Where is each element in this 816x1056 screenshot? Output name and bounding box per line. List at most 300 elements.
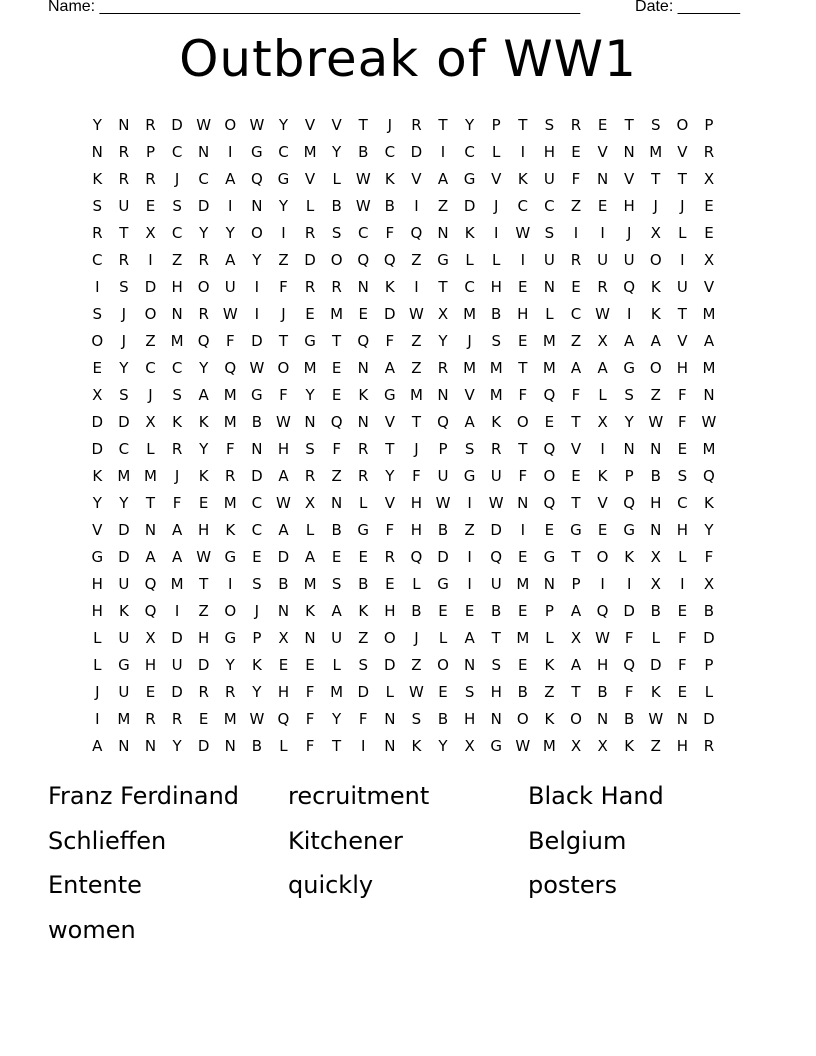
grid-letter: G xyxy=(490,737,503,755)
grid-letter: E xyxy=(597,521,608,539)
grid-letter: U xyxy=(118,629,130,647)
grid-letter: W xyxy=(355,197,371,215)
grid-letter: F xyxy=(385,521,395,539)
grid-letter: N xyxy=(198,143,210,161)
grid-letter: Y xyxy=(438,332,448,350)
grid-letter: S xyxy=(358,656,368,674)
grid-letter: D xyxy=(649,656,662,674)
grid-letter: G xyxy=(251,386,263,404)
grid-letter: U xyxy=(676,278,688,296)
grid-letter: P xyxy=(544,602,554,620)
grid-letter: W xyxy=(276,494,291,512)
grid-letter: S xyxy=(172,386,182,404)
grid-letter: L xyxy=(492,251,501,269)
grid-letter: L xyxy=(438,629,448,647)
grid-letter: M xyxy=(702,440,716,458)
grid-letter: I xyxy=(600,440,605,458)
grid-letter: O xyxy=(144,305,157,323)
grid-letter: N xyxy=(171,305,183,323)
grid-letter: F xyxy=(518,467,528,485)
grid-letter: D xyxy=(197,197,210,215)
grid-letter: V xyxy=(92,521,103,539)
grid-letter: Z xyxy=(411,359,422,377)
grid-letter: D xyxy=(623,602,635,620)
grid-letter: G xyxy=(463,170,476,188)
grid-letter: Z xyxy=(145,332,156,350)
grid-letter: J xyxy=(95,683,100,701)
grid-letter: K xyxy=(704,494,714,512)
grid-letter: L xyxy=(704,683,714,701)
grid-letter: Q xyxy=(543,440,556,458)
grid-letter: D xyxy=(384,305,396,323)
grid-letter: E xyxy=(331,386,342,404)
grid-letter: A xyxy=(171,521,183,539)
grid-letter: C xyxy=(357,224,369,242)
grid-letter: T xyxy=(145,494,156,512)
grid-letter: I xyxy=(174,602,180,620)
grid-letter: O xyxy=(596,548,609,566)
grid-letter: R xyxy=(304,224,316,242)
word-list-item: Kitchener xyxy=(288,826,403,855)
grid-letter: X xyxy=(145,224,156,242)
grid-letter: C xyxy=(145,359,156,377)
word-list-item: Franz Ferdinand xyxy=(48,782,240,810)
grid-letter: L xyxy=(651,629,660,647)
grid-letter: J xyxy=(281,305,286,323)
grid-letter: F xyxy=(518,386,528,404)
grid-letter: E xyxy=(438,602,448,620)
grid-letter: Q xyxy=(383,251,396,269)
grid-letter: A xyxy=(278,521,289,539)
grid-letter: E xyxy=(145,683,156,701)
grid-letter: I xyxy=(414,197,419,215)
grid-letter: F xyxy=(358,710,368,728)
grid-letter: W xyxy=(648,413,664,431)
grid-letter: X xyxy=(92,386,103,404)
grid-letter: M xyxy=(489,359,503,377)
grid-letter: S xyxy=(624,386,634,404)
grid-letter: T xyxy=(332,332,342,350)
grid-letter: N xyxy=(331,494,343,512)
grid-letter: Q xyxy=(596,602,609,620)
grid-letter: N xyxy=(224,737,236,755)
grid-letter: D xyxy=(171,683,183,701)
grid-letter: N xyxy=(543,278,555,296)
grid-letter: X xyxy=(145,629,156,647)
grid-letter: R xyxy=(92,224,103,242)
grid-letter: D xyxy=(197,656,210,674)
grid-letter: D xyxy=(144,278,157,296)
grid-letter: H xyxy=(198,629,210,647)
grid-letter: R xyxy=(703,143,715,161)
grid-letter: B xyxy=(331,197,342,215)
grid-letter: A xyxy=(570,656,582,674)
grid-letter: M xyxy=(463,305,477,323)
grid-letter: K xyxy=(624,737,635,755)
grid-letter: Z xyxy=(437,197,449,215)
grid-letter: Z xyxy=(570,197,582,215)
grid-letter: E xyxy=(198,710,209,728)
grid-letter: O xyxy=(197,278,210,296)
grid-letter: G xyxy=(623,359,635,377)
grid-letter: X xyxy=(703,170,715,188)
grid-letter: N xyxy=(650,440,662,458)
grid-letter: R xyxy=(570,116,582,134)
grid-letter: M xyxy=(170,332,184,350)
grid-letter: Z xyxy=(650,737,661,755)
grid-letter: M xyxy=(117,467,131,485)
grid-letter: L xyxy=(678,224,687,242)
grid-letter: K xyxy=(597,467,608,485)
grid-letter: J xyxy=(414,440,419,458)
grid-letter: U xyxy=(118,575,130,593)
grid-letter: H xyxy=(596,656,609,674)
grid-letter: R xyxy=(145,710,156,728)
grid-letter: I xyxy=(626,305,632,323)
grid-letter: M xyxy=(223,494,237,512)
grid-letter: M xyxy=(702,305,716,323)
grid-letter: G xyxy=(118,656,130,674)
grid-letter: T xyxy=(119,224,129,242)
grid-letter: B xyxy=(437,710,449,728)
grid-letter: Y xyxy=(332,143,342,161)
grid-letter: I xyxy=(493,224,499,242)
grid-letter: I xyxy=(520,251,526,269)
grid-letter: X xyxy=(650,575,661,593)
grid-letter: J xyxy=(414,629,419,647)
grid-letter: S xyxy=(331,575,342,593)
page-title: Outbreak of WW1 xyxy=(179,30,637,88)
grid-letter: X xyxy=(437,305,449,323)
grid-letter: G xyxy=(437,251,449,269)
grid-letter: E xyxy=(518,548,528,566)
grid-letter: T xyxy=(518,359,528,377)
grid-letter: S xyxy=(651,116,661,134)
grid-letter: W xyxy=(435,494,451,512)
grid-letter: D xyxy=(171,116,183,134)
grid-letter: Z xyxy=(570,332,582,350)
grid-letter: X xyxy=(570,737,582,755)
grid-letter: W xyxy=(409,683,424,701)
grid-letter: E xyxy=(331,359,342,377)
grid-letter: R xyxy=(597,278,608,296)
grid-letter: R xyxy=(118,251,130,269)
grid-letter: E xyxy=(518,332,528,350)
grid-letter: H xyxy=(676,359,688,377)
grid-letter: T xyxy=(518,440,528,458)
grid-letter: Y xyxy=(92,116,102,134)
word-list-item: recruitment xyxy=(288,782,430,810)
grid-letter: A xyxy=(384,359,395,377)
grid-letter: F xyxy=(624,629,634,647)
grid-letter: F xyxy=(385,224,395,242)
grid-letter: M xyxy=(330,683,344,701)
grid-letter: W xyxy=(249,359,265,377)
grid-letter: Z xyxy=(278,251,289,269)
grid-letter: E xyxy=(331,548,342,566)
grid-letter: P xyxy=(438,440,448,458)
grid-letter: P xyxy=(704,656,714,674)
grid-letter: B xyxy=(491,602,502,620)
grid-letter: O xyxy=(649,359,662,377)
grid-letter: C xyxy=(570,305,582,323)
grid-letter: C xyxy=(92,251,103,269)
grid-letter: S xyxy=(491,656,501,674)
grid-letter: O xyxy=(543,467,556,485)
grid-letter: N xyxy=(384,737,396,755)
grid-letter: N xyxy=(277,602,290,620)
grid-letter: H xyxy=(384,602,396,620)
grid-letter: S xyxy=(92,305,103,323)
grid-letter: W xyxy=(701,413,717,431)
grid-letter: A xyxy=(597,359,608,377)
grid-letter: W xyxy=(249,710,265,728)
grid-letter: K xyxy=(225,521,236,539)
grid-letter: J xyxy=(148,386,153,404)
grid-letter: Z xyxy=(464,521,475,539)
grid-letter: X xyxy=(703,575,715,593)
grid-letter: N xyxy=(596,710,609,728)
grid-letter: W xyxy=(595,629,610,647)
grid-letter: Y xyxy=(305,386,315,404)
grid-letter: A xyxy=(624,332,635,350)
grid-letter: L xyxy=(93,656,102,674)
word-list xyxy=(48,776,768,954)
grid-letter: T xyxy=(677,170,687,188)
grid-letter: N xyxy=(437,386,449,404)
grid-letter: F xyxy=(412,467,421,485)
grid-letter: R xyxy=(358,467,369,485)
grid-letter: H xyxy=(277,683,290,701)
grid-letter: C xyxy=(171,224,183,242)
grid-letter: E xyxy=(704,197,714,215)
grid-letter: B xyxy=(437,521,449,539)
grid-letter: H xyxy=(91,602,103,620)
grid-letter: Q xyxy=(543,494,556,512)
grid-letter: N xyxy=(144,521,157,539)
grid-letter: T xyxy=(411,413,421,431)
grid-letter: M xyxy=(516,575,530,593)
grid-letter: E xyxy=(305,656,315,674)
grid-letter: G xyxy=(357,521,370,539)
grid-letter: R xyxy=(225,467,236,485)
grid-letter: Y xyxy=(199,224,209,242)
grid-letter: P xyxy=(145,143,155,161)
grid-letter: B xyxy=(491,305,502,323)
grid-letter: O xyxy=(437,656,449,674)
grid-letter: S xyxy=(677,467,688,485)
grid-letter: N xyxy=(437,224,449,242)
grid-letter: T xyxy=(571,683,581,701)
grid-letter: Z xyxy=(198,602,209,620)
grid-letter: E xyxy=(385,575,395,593)
grid-letter: N xyxy=(251,440,263,458)
grid-letter: Y xyxy=(199,440,209,458)
grid-letter: D xyxy=(91,440,104,458)
grid-letter: Y xyxy=(92,494,102,512)
letter-grid xyxy=(84,112,722,760)
grid-letter: W xyxy=(222,305,238,323)
grid-letter: Z xyxy=(411,656,422,674)
grid-letter: I xyxy=(467,494,472,512)
grid-letter: K xyxy=(544,710,555,728)
word-list-item: Black Hand xyxy=(528,782,664,810)
grid-letter: U xyxy=(224,278,236,296)
grid-letter: M xyxy=(702,359,716,377)
grid-letter: T xyxy=(358,116,368,134)
grid-letter: Y xyxy=(252,251,262,269)
grid-letter: G xyxy=(277,170,290,188)
grid-letter: A xyxy=(145,548,156,566)
grid-letter: D xyxy=(410,143,423,161)
grid-letter: N xyxy=(251,197,263,215)
grid-letter: L xyxy=(279,737,288,755)
grid-letter: O xyxy=(330,251,343,269)
name-field-label: Name: ______________________________________________________ xyxy=(48,0,581,15)
grid-letter: B xyxy=(331,521,342,539)
word-list-item: posters xyxy=(528,871,617,899)
grid-letter: H xyxy=(676,737,688,755)
grid-letter: T xyxy=(385,440,395,458)
grid-letter: L xyxy=(332,170,341,188)
grid-letter: L xyxy=(359,494,368,512)
grid-letter: V xyxy=(304,116,316,134)
grid-letter: V xyxy=(331,116,342,134)
grid-letter: W xyxy=(409,305,424,323)
grid-letter: I xyxy=(414,278,419,296)
grid-letter: L xyxy=(305,521,315,539)
grid-letter: K xyxy=(384,278,395,296)
grid-letter: N xyxy=(543,575,555,593)
grid-letter: B xyxy=(384,197,395,215)
grid-letter: J xyxy=(254,602,260,620)
grid-letter: D xyxy=(91,413,104,431)
grid-letter: U xyxy=(543,251,555,269)
grid-letter: B xyxy=(411,602,422,620)
grid-letter: Q xyxy=(623,494,636,512)
grid-letter: Q xyxy=(543,386,556,404)
grid-letter: F xyxy=(332,440,341,458)
grid-letter: V xyxy=(491,170,502,188)
grid-letter: M xyxy=(117,710,131,728)
grid-letter: H xyxy=(144,656,157,674)
grid-letter: Q xyxy=(250,170,263,188)
grid-letter: Z xyxy=(331,467,342,485)
word-list-item: Entente xyxy=(48,871,142,899)
grid-letter: C xyxy=(544,197,555,215)
grid-letter: B xyxy=(278,575,289,593)
grid-letter: E xyxy=(438,683,448,701)
grid-letter: N xyxy=(703,386,715,404)
word-list-item: quickly xyxy=(288,871,374,899)
grid-letter: A xyxy=(650,332,661,350)
grid-letter: I xyxy=(680,575,685,593)
grid-letter: G xyxy=(437,575,449,593)
grid-letter: V xyxy=(464,386,475,404)
grid-letter: E xyxy=(518,602,528,620)
grid-letter: T xyxy=(624,116,634,134)
word-list-item: Schlieffen xyxy=(48,826,167,855)
grid-letter: B xyxy=(358,143,369,161)
grid-letter: K xyxy=(198,413,209,431)
grid-letter: D xyxy=(304,251,316,269)
grid-letter: N xyxy=(304,629,316,647)
grid-letter: A xyxy=(570,602,582,620)
grid-letter: E xyxy=(677,440,688,458)
grid-letter: L xyxy=(332,656,341,674)
grid-letter: H xyxy=(171,278,183,296)
grid-letter: R xyxy=(198,305,209,323)
grid-letter: R xyxy=(225,683,236,701)
word-list-item: Belgium xyxy=(528,826,627,855)
grid-letter: U xyxy=(171,656,183,674)
grid-letter: V xyxy=(677,143,688,161)
grid-letter: V xyxy=(384,494,395,512)
grid-letter: C xyxy=(251,494,263,512)
grid-letter: J xyxy=(121,305,127,323)
grid-letter: O xyxy=(570,710,582,728)
grid-letter: X xyxy=(464,737,475,755)
grid-letter: Q xyxy=(490,548,503,566)
grid-letter: S xyxy=(544,116,555,134)
grid-letter: M xyxy=(303,359,317,377)
grid-letter: R xyxy=(490,440,502,458)
grid-letter: E xyxy=(704,224,714,242)
grid-letter: D xyxy=(118,521,130,539)
grid-letter: M xyxy=(463,359,477,377)
grid-letter: D xyxy=(251,332,263,350)
grid-letter: B xyxy=(358,575,369,593)
name-date-line xyxy=(48,0,740,16)
grid-letter: I xyxy=(228,197,233,215)
grid-letter: F xyxy=(279,278,288,296)
grid-letter: E xyxy=(518,278,528,296)
grid-letter: M xyxy=(542,737,556,755)
grid-letter: D xyxy=(171,629,183,647)
grid-letter: F xyxy=(305,737,315,755)
grid-letter: G xyxy=(251,143,263,161)
grid-letter: E xyxy=(305,305,315,323)
grid-letter: T xyxy=(332,737,342,755)
grid-letter: K xyxy=(544,656,555,674)
grid-letter: V xyxy=(304,170,316,188)
grid-letter: B xyxy=(251,413,262,431)
grid-letter: G xyxy=(224,548,237,566)
grid-letter: F xyxy=(305,683,315,701)
grid-letter: F xyxy=(172,494,182,512)
grid-letter: R xyxy=(703,737,715,755)
grid-letter: N xyxy=(596,170,609,188)
grid-letter: J xyxy=(680,197,685,215)
grid-letter: L xyxy=(385,683,394,701)
grid-letter: E xyxy=(145,197,156,215)
grid-letter: R xyxy=(358,440,369,458)
grid-letter: N xyxy=(118,116,130,134)
grid-letter: Q xyxy=(277,710,290,728)
grid-letter: U xyxy=(118,683,130,701)
grid-letter: N xyxy=(357,359,369,377)
grid-letter: G xyxy=(570,521,582,539)
grid-letter: U xyxy=(490,467,502,485)
grid-letter: C xyxy=(118,440,130,458)
grid-letter: W xyxy=(595,305,610,323)
grid-letter: O xyxy=(383,629,396,647)
grid-letter: F xyxy=(678,629,687,647)
grid-letter: J xyxy=(653,197,658,215)
grid-letter: Q xyxy=(623,656,636,674)
grid-letter: C xyxy=(171,359,183,377)
grid-letter: Z xyxy=(411,251,422,269)
